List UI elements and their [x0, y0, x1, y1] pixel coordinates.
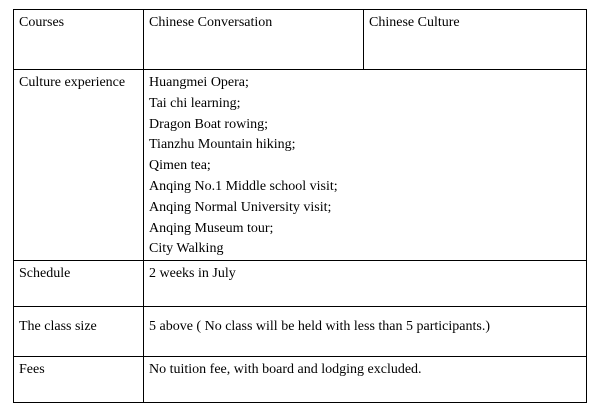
activity-tai-chi: Tai chi learning;: [149, 95, 241, 111]
activity-middle-school-visit: Anqing No.1 Middle school visit;: [149, 178, 338, 194]
class-size-value: 5 above ( No class will be held with less than 5 participants.): [144, 307, 587, 357]
schedule-value: 2 weeks in July: [144, 261, 587, 307]
fees-value: No tuition fee, with board and lodging excluded.: [144, 357, 587, 403]
course-chinese-culture: Chinese Culture: [364, 10, 587, 70]
class-size-row: [14, 307, 587, 357]
courses-label: Courses: [14, 10, 144, 70]
culture-experience-row: [14, 70, 587, 261]
fees-row: [14, 357, 587, 403]
culture-experience-label: Culture experience: [19, 75, 126, 90]
program-info-table: [13, 9, 587, 403]
activity-city-walking: City Walking: [149, 241, 224, 257]
activity-dragon-boat: Dragon Boat rowing;: [149, 116, 268, 132]
culture-activities-cell: [144, 70, 587, 261]
activity-tianzhu-hiking: Tianzhu Mountain hiking;: [149, 137, 296, 153]
activity-university-visit: Anqing Normal University visit;: [149, 199, 332, 215]
schedule-label: Schedule: [14, 261, 144, 307]
fees-label: Fees: [14, 357, 144, 403]
activity-qimen-tea: Qimen tea;: [149, 158, 211, 174]
course-chinese-conversation: Chinese Conversation: [144, 10, 364, 70]
activity-huangmei-opera: Huangmei Opera;: [149, 75, 249, 90]
activity-museum-tour: Anqing Museum tour;: [149, 220, 274, 236]
courses-row: [14, 10, 587, 70]
schedule-row: [14, 261, 587, 307]
culture-experience-label-cell: [14, 70, 144, 261]
class-size-label: The class size: [14, 307, 144, 357]
